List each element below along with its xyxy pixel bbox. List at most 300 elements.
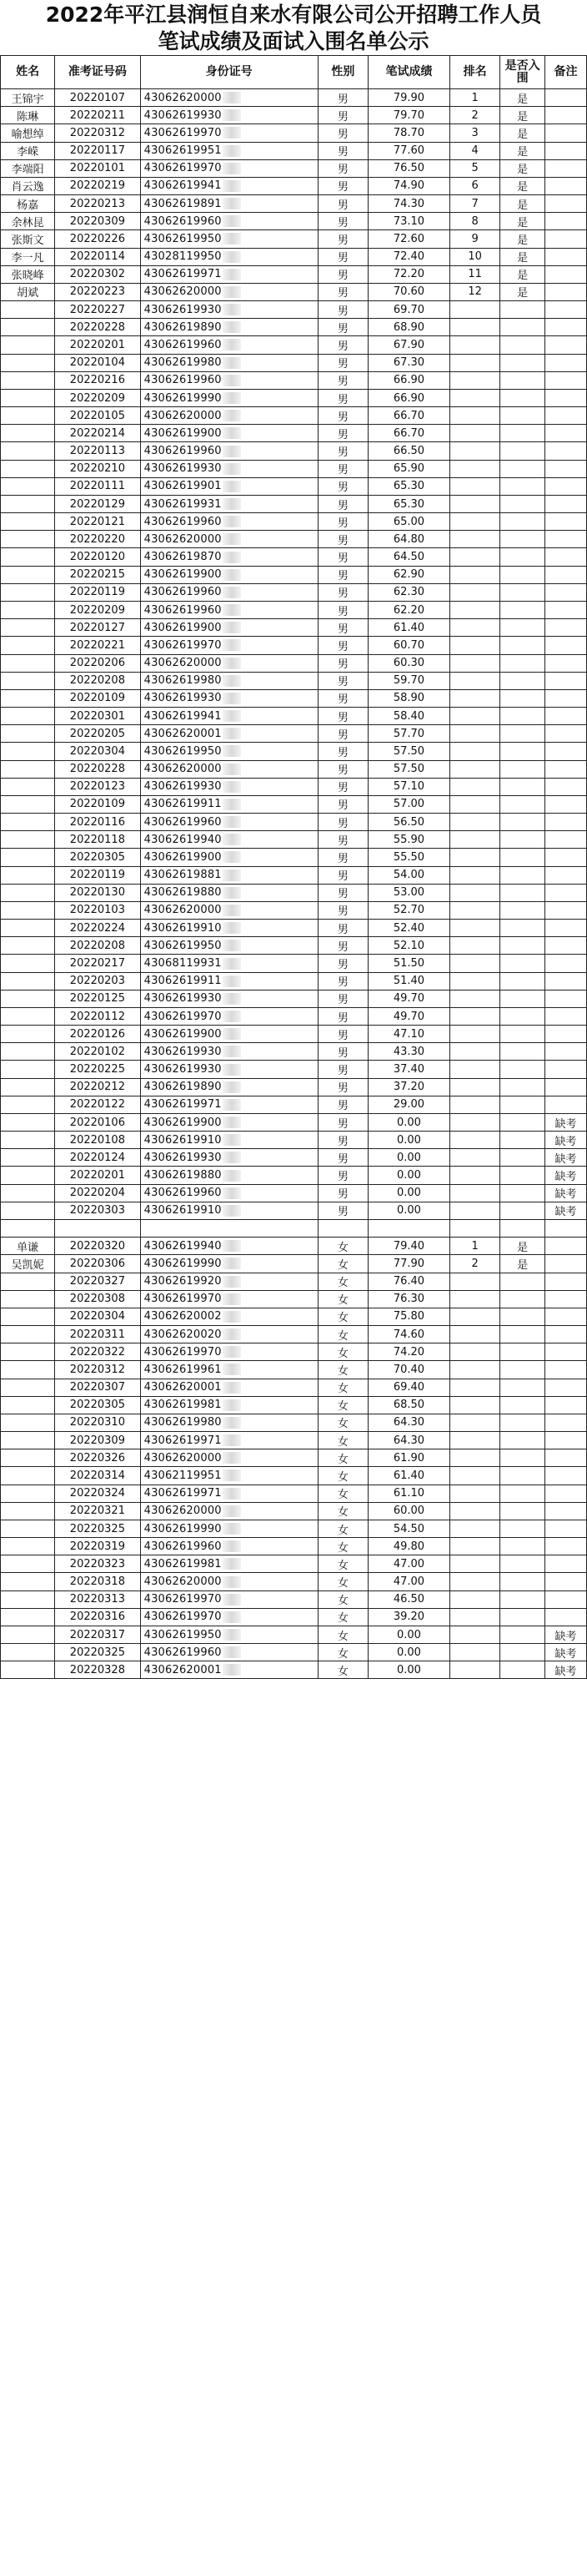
cell-shortlisted: [500, 814, 545, 831]
cell-name: [1, 601, 55, 618]
cell-id-number: [140, 1132, 318, 1149]
redaction-blur: [223, 851, 241, 863]
cell-rank: [449, 1449, 500, 1467]
cell-rank: 1: [449, 1238, 500, 1255]
cell-remark: [544, 142, 586, 159]
id-number-text: 43062619881: [143, 869, 222, 882]
cell-exam-number: 20220312: [55, 124, 140, 142]
cell-shortlisted: [500, 1396, 545, 1414]
redaction-blur: [223, 1576, 241, 1588]
results-table: [0, 55, 587, 1679]
table-row: [1, 743, 587, 760]
cell-remark: [544, 1361, 586, 1379]
id-number-text: 43062619941: [143, 709, 222, 723]
cell-shortlisted: [500, 1043, 545, 1061]
cell-gender: 女: [318, 1326, 369, 1343]
cell-exam-number: 20220304: [55, 1308, 140, 1325]
id-number-text: 43062119951: [143, 1469, 222, 1482]
table-row: [1, 583, 587, 601]
cell-score: 73.10: [369, 213, 450, 230]
cell-rank: [449, 1520, 500, 1537]
header-name: 姓名: [1, 56, 55, 89]
cell-exam-number: 20220217: [55, 955, 140, 972]
id-number-text: 43062619971: [143, 268, 222, 281]
cell-exam-number: 20220313: [55, 1590, 140, 1608]
cell-score: 29.00: [369, 1096, 450, 1113]
cell-rank: [449, 1043, 500, 1061]
cell-score: 79.40: [369, 1238, 450, 1255]
cell-exam-number: 20220305: [55, 1396, 140, 1414]
redaction-blur: [223, 463, 241, 475]
cell-remark: [544, 654, 586, 672]
cell-id-number: [140, 124, 318, 142]
cell-score: 37.40: [369, 1061, 450, 1078]
cell-rank: [449, 548, 500, 566]
cell-remark: [544, 1043, 586, 1061]
cell-shortlisted: [500, 460, 545, 477]
cell-name: [1, 1184, 55, 1202]
table-row: [1, 1007, 587, 1025]
table-row: [1, 901, 587, 919]
redaction-blur: [223, 905, 241, 916]
cell-remark: [544, 283, 586, 300]
cell-shortlisted: 是: [500, 213, 545, 230]
redaction-blur: [223, 1346, 241, 1358]
cell-name: 杨嘉: [1, 195, 55, 213]
cell-remark: [544, 513, 586, 531]
cell-exam-number: 20220106: [55, 1113, 140, 1131]
cell-shortlisted: [500, 1149, 545, 1167]
id-number-text: 43062619891: [143, 197, 222, 210]
id-number-text: 43062619970: [143, 162, 222, 175]
cell-score: 77.90: [369, 1255, 450, 1273]
redaction-blur: [223, 1629, 241, 1641]
cell-score: 66.70: [369, 425, 450, 442]
cell-rank: [449, 389, 500, 406]
cell-shortlisted: 是: [500, 248, 545, 265]
cell-id-number: [140, 283, 318, 300]
id-number-text: 43062620001: [143, 1663, 222, 1676]
cell-id-number: [140, 159, 318, 177]
cell-gender: 男: [318, 142, 369, 159]
cell-rank: 9: [449, 230, 500, 248]
cell-rank: 2: [449, 107, 500, 124]
id-number-text: 43062619990: [143, 1257, 222, 1270]
cell-shortlisted: [500, 849, 545, 866]
cell-rank: [449, 513, 500, 531]
cell-name: 肖云逸: [1, 177, 55, 194]
cell-id-number: [140, 849, 318, 866]
cell-gender: 男: [318, 743, 369, 760]
id-number-text: 43062619930: [143, 692, 222, 705]
header-rank: 排名: [449, 56, 500, 89]
cell-remark: 缺考: [544, 1167, 586, 1184]
cell-gender: 男: [318, 937, 369, 955]
cell-exam-number: 20220102: [55, 1043, 140, 1061]
cell-exam-number: 20220112: [55, 1007, 140, 1025]
cell-name: 王锦宇: [1, 89, 55, 107]
cell-score: 74.60: [369, 1326, 450, 1343]
table-row: [1, 531, 587, 548]
table-row: [1, 1026, 587, 1043]
cell-shortlisted: [500, 884, 545, 901]
cell-shortlisted: [500, 955, 545, 972]
cell-score: 65.00: [369, 513, 450, 531]
cell-rank: [449, 654, 500, 672]
cell-id-number: [140, 990, 318, 1007]
cell-shortlisted: [500, 637, 545, 654]
redaction-blur: [223, 1382, 241, 1394]
table-row: [1, 195, 587, 213]
cell-gender: 男: [318, 972, 369, 990]
cell-gender: 男: [318, 177, 369, 194]
cell-rank: [449, 972, 500, 990]
cell-shortlisted: [500, 1626, 545, 1643]
table-row: [1, 301, 587, 319]
cell-shortlisted: 是: [500, 89, 545, 107]
cell-rank: [449, 689, 500, 707]
cell-rank: 5: [449, 159, 500, 177]
cell-remark: [544, 1432, 586, 1449]
cell-exam-number: 20220104: [55, 354, 140, 371]
table-row: [1, 477, 587, 495]
cell-gender: 女: [318, 1238, 369, 1255]
table-row: [1, 831, 587, 849]
cell-score: 0.00: [369, 1184, 450, 1202]
id-number-text: 43062620020: [143, 1328, 222, 1341]
id-number-text: 43062619960: [143, 1646, 222, 1659]
cell-gender: 男: [318, 371, 369, 389]
cell-score: 72.40: [369, 248, 450, 265]
cell-id-number: [140, 336, 318, 354]
cell-rank: [449, 1184, 500, 1202]
id-number-text: 43062619870: [143, 551, 222, 564]
table-row: [1, 1290, 587, 1308]
cell-exam-number: 20220119: [55, 866, 140, 884]
redaction-blur: [223, 1134, 241, 1146]
id-number-text: 43062619930: [143, 108, 222, 122]
cell-gender: 男: [318, 159, 369, 177]
cell-shortlisted: [500, 301, 545, 319]
cell-score: 70.40: [369, 1361, 450, 1379]
cell-score: 46.50: [369, 1590, 450, 1608]
cell-shortlisted: 是: [500, 1238, 545, 1255]
table-row: [1, 884, 587, 901]
cell-rank: [449, 1414, 500, 1431]
cell-name: [1, 654, 55, 672]
table-row: [1, 371, 587, 389]
cell-id-number: [140, 1184, 318, 1202]
cell-rank: [449, 1113, 500, 1131]
cell-shortlisted: [500, 1343, 545, 1361]
cell-score: 61.90: [369, 1449, 450, 1467]
cell-score: 54.00: [369, 866, 450, 884]
redaction-blur: [223, 392, 241, 404]
cell-name: [1, 1273, 55, 1290]
cell-score: 61.40: [369, 1467, 450, 1485]
cell-rank: [449, 831, 500, 849]
cell-gender: 女: [318, 1308, 369, 1325]
cell-name: [1, 1078, 55, 1096]
id-number-text: 43062619900: [143, 621, 222, 634]
cell-id-number: [140, 1202, 318, 1219]
id-number-text: 43062619970: [143, 1345, 222, 1359]
cell-rank: [449, 1502, 500, 1520]
cell-remark: 缺考: [544, 1132, 586, 1149]
table-row: [1, 937, 587, 955]
cell-remark: [544, 213, 586, 230]
cell-score: 67.90: [369, 336, 450, 354]
id-number-text: 43062619910: [143, 921, 222, 935]
cell-shortlisted: [500, 937, 545, 955]
redaction-blur: [223, 339, 241, 350]
table-row: [1, 1520, 587, 1537]
cell-rank: [449, 1626, 500, 1643]
redaction-blur: [223, 764, 241, 775]
cell-id-number: [140, 1485, 318, 1502]
table-row: [1, 708, 587, 725]
cell-score: 72.20: [369, 265, 450, 283]
id-number-text: 43062619930: [143, 992, 222, 1006]
cell-score: 74.90: [369, 177, 450, 194]
cell-name: [1, 1149, 55, 1167]
cell-rank: [449, 354, 500, 371]
cell-name: [1, 1608, 55, 1626]
cell-name: 李端阳: [1, 159, 55, 177]
redaction-blur: [223, 375, 241, 386]
cell-gender: 男: [318, 849, 369, 866]
cell-exam-number: 20220125: [55, 990, 140, 1007]
cell-gender: 男: [318, 566, 369, 583]
table-row: [1, 1661, 587, 1679]
table-row: [1, 637, 587, 654]
cell-name: [1, 1626, 55, 1643]
cell-name: [1, 1096, 55, 1113]
cell-remark: [544, 248, 586, 265]
cell-gender: 女: [318, 1661, 369, 1679]
cell-exam-number: 20220326: [55, 1449, 140, 1467]
cell-remark: [544, 1007, 586, 1025]
id-number-text: 43062619910: [143, 1133, 222, 1147]
cell-name: [1, 1308, 55, 1325]
redaction-blur: [223, 710, 241, 722]
cell-id-number: [140, 1113, 318, 1131]
redaction-blur: [223, 1664, 241, 1676]
table-row: [1, 778, 587, 795]
cell-id-number: [140, 1590, 318, 1608]
cell-shortlisted: [500, 425, 545, 442]
cell-name: [1, 1132, 55, 1149]
cell-remark: [544, 778, 586, 795]
cell-id-number: [140, 407, 318, 425]
cell-gender: 男: [318, 283, 369, 300]
table-row: [1, 1379, 587, 1396]
cell-gender: 男: [318, 1043, 369, 1061]
redaction-blur: [223, 180, 241, 192]
cell-remark: [544, 1608, 586, 1626]
table-row: [1, 1361, 587, 1379]
cell-shortlisted: [500, 1414, 545, 1431]
cell-rank: 6: [449, 177, 500, 194]
table-row: [1, 566, 587, 583]
cell-id-number: [140, 583, 318, 601]
cell-name: [1, 1590, 55, 1608]
cell-gender: 男: [318, 477, 369, 495]
cell-exam-number: 20220319: [55, 1538, 140, 1555]
redaction-blur: [223, 781, 241, 793]
redaction-blur: [223, 1646, 241, 1658]
cell-rank: [449, 1326, 500, 1343]
cell-remark: [544, 1396, 586, 1414]
cell-exam-number: 20220216: [55, 371, 140, 389]
cell-name: [1, 990, 55, 1007]
id-number-text: 43062619930: [143, 1063, 222, 1076]
cell-name: [1, 1538, 55, 1555]
cell-gender: 男: [318, 213, 369, 230]
cell-gender: 女: [318, 1290, 369, 1308]
cell-exam-number: 20220109: [55, 795, 140, 813]
cell-shortlisted: [500, 354, 545, 371]
cell-shortlisted: [500, 1590, 545, 1608]
cell-score: 69.70: [369, 301, 450, 319]
cell-gender: 男: [318, 495, 369, 512]
redaction-blur: [223, 1099, 241, 1111]
cell-id-number: [140, 1608, 318, 1626]
cell-remark: [544, 601, 586, 618]
cell-rank: [449, 814, 500, 831]
cell-gender: 女: [318, 1590, 369, 1608]
cell-score: 43.30: [369, 1043, 450, 1061]
table-row: [1, 725, 587, 743]
cell-name: [1, 319, 55, 336]
id-number-text: 43062619960: [143, 214, 222, 228]
header-score: 笔试成绩: [369, 56, 450, 89]
cell-remark: 缺考: [544, 1113, 586, 1131]
cell-rank: 1: [449, 89, 500, 107]
cell-id-number: [140, 1308, 318, 1325]
table-row: [1, 990, 587, 1007]
cell-exam-number: 20220310: [55, 1414, 140, 1431]
id-number-text: 43062619930: [143, 1151, 222, 1164]
id-number-text: 43062619901: [143, 480, 222, 493]
table-row: [1, 1238, 587, 1255]
cell-name: [1, 760, 55, 778]
cell-id-number: [140, 531, 318, 548]
cell-name: [1, 831, 55, 849]
cell-exam-number: 20220221: [55, 637, 140, 654]
cell-exam-number: [55, 1220, 140, 1238]
cell-gender: 男: [318, 725, 369, 743]
cell-id-number: [140, 778, 318, 795]
redaction-blur: [223, 198, 241, 209]
cell-id-number: [140, 213, 318, 230]
cell-exam-number: 20220127: [55, 619, 140, 637]
cell-score: 64.50: [369, 548, 450, 566]
id-number-text: 43062619931: [143, 497, 222, 511]
table-row: [1, 1167, 587, 1184]
table-row: [1, 920, 587, 937]
id-number-text: 43062620000: [143, 763, 222, 776]
redaction-blur: [223, 1328, 241, 1340]
cell-gender: 女: [318, 1449, 369, 1467]
cell-id-number: [140, 248, 318, 265]
cell-gender: 男: [318, 689, 369, 707]
cell-score: 74.30: [369, 195, 450, 213]
cell-remark: [544, 1061, 586, 1078]
cell-shortlisted: [500, 1361, 545, 1379]
cell-name: 张晓峰: [1, 265, 55, 283]
cell-rank: [449, 1396, 500, 1414]
cell-remark: [544, 566, 586, 583]
table-row: [1, 814, 587, 831]
table-row: [1, 1590, 587, 1608]
cell-id-number: [140, 637, 318, 654]
cell-remark: [544, 1573, 586, 1590]
cell-score: 70.60: [369, 283, 450, 300]
cell-exam-number: 20220316: [55, 1608, 140, 1626]
cell-rank: [449, 920, 500, 937]
redaction-blur: [223, 1399, 241, 1411]
id-number-text: 43062619910: [143, 1204, 222, 1217]
cell-exam-number: 20220224: [55, 920, 140, 937]
id-number-text: 43062619970: [143, 1611, 222, 1624]
cell-shortlisted: [500, 708, 545, 725]
redaction-blur: [223, 975, 241, 987]
table-row: [1, 1343, 587, 1361]
cell-rank: [449, 672, 500, 689]
cell-exam-number: 20220203: [55, 972, 140, 990]
id-number-text: 43062619950: [143, 232, 222, 245]
redaction-blur: [223, 958, 241, 970]
cell-shortlisted: 是: [500, 195, 545, 213]
table-row: [1, 248, 587, 265]
redaction-blur: [223, 410, 241, 421]
id-number-text: 43062619900: [143, 1116, 222, 1129]
header-shortlisted: 是否入围: [500, 56, 545, 89]
cell-score: 76.40: [369, 1273, 450, 1290]
id-number-text: 43062619960: [143, 1187, 222, 1200]
cell-score: 49.70: [369, 990, 450, 1007]
cell-gender: 女: [318, 1343, 369, 1361]
redaction-blur: [223, 251, 241, 263]
cell-exam-number: 20220109: [55, 689, 140, 707]
cell-gender: 男: [318, 1149, 369, 1167]
id-number-text: 43062619941: [143, 179, 222, 193]
redaction-blur: [223, 1417, 241, 1429]
redaction-blur: [223, 1276, 241, 1288]
cell-gender: 女: [318, 1502, 369, 1520]
table-row: [1, 795, 587, 813]
cell-name: [1, 1644, 55, 1661]
id-number-text: 43062619971: [143, 1434, 222, 1447]
cell-name: [1, 566, 55, 583]
cell-gender: 男: [318, 195, 369, 213]
cell-name: [1, 495, 55, 512]
cell-name: [1, 583, 55, 601]
table-header-row: [1, 56, 587, 89]
id-number-text: 43062619940: [143, 833, 222, 846]
redaction-blur: [223, 675, 241, 687]
id-number-text: 43062619960: [143, 445, 222, 458]
cell-rank: [449, 849, 500, 866]
redaction-blur: [223, 446, 241, 457]
cell-shortlisted: [500, 389, 545, 406]
cell-gender: 男: [318, 708, 369, 725]
cell-shortlisted: [500, 477, 545, 495]
cell-id-number: [140, 743, 318, 760]
cell-shortlisted: [500, 1061, 545, 1078]
cell-exam-number: 20220322: [55, 1343, 140, 1361]
